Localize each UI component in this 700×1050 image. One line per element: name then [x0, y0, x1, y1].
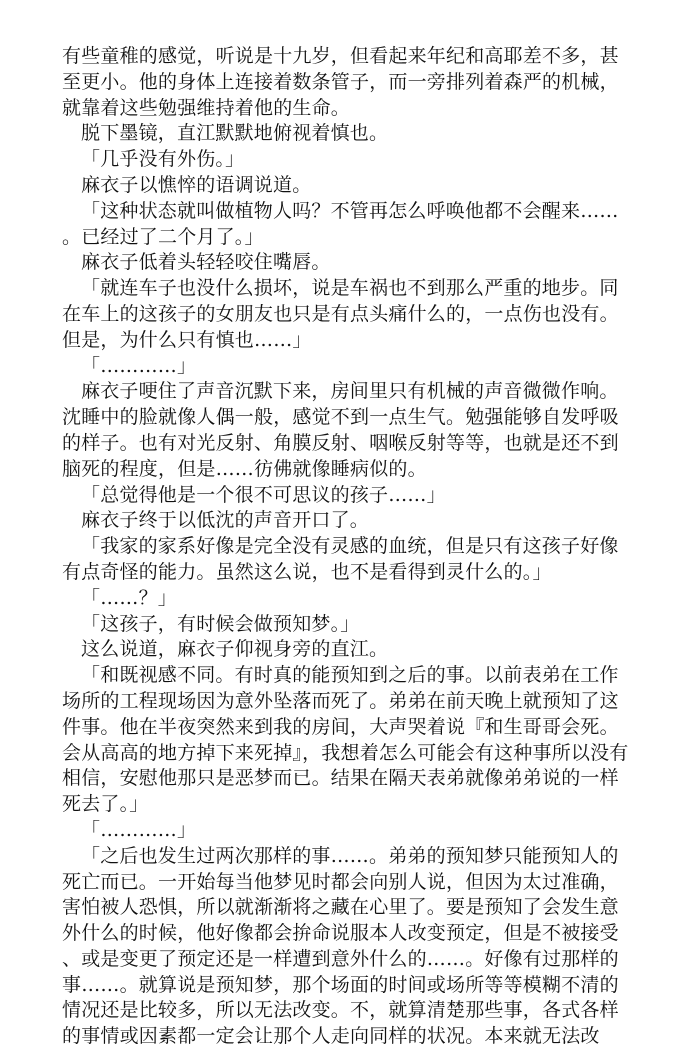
paragraph: 「之后也发生过两次那样的事……。弟弟的预知梦只能预知人的死亡而已。一开始每当他梦见时都会向别人说，但因为太过准确，害怕被人恐惧，所以就渐渐将之藏在心里了。要是预知了会发生意外什么的时候，他好像都会拚命说服本人改变预定，但是不被接受、或是变更了预定还是一样遭到意外什么的……。好像有过那样的事……。就算说是预知梦，那个场面的时间或场所等等模糊不清的情况还是比较多，所以无法改变。不，就算清楚那些事，各式各样的事情或因素都一定会让那个人走向同样的状况。本来就无法改 — [62, 844, 619, 1048]
paragraph: 「就连车子也没什么损坏，说是车祸也不到那么严重的地步。同在车上的这孩子的女朋友也只是有点头痛什么的，一点伤也没有。但是，为什么只有慎也……」 — [62, 277, 619, 351]
paragraph: 脱下墨镜，直江默默地俯视着慎也。 — [81, 122, 389, 145]
paragraph: 「总觉得他是一个很不可思议的孩子……」 — [81, 483, 446, 506]
paragraph: 「……？」 — [81, 586, 178, 609]
paragraph: 麻衣子以憔悴的语调说道。 — [81, 173, 312, 196]
paragraph: 「这种状态就叫做植物人吗？不管再怎么呼唤他都不会醒来……。已经过了二个月了。」 — [62, 199, 619, 248]
document-page — [62, 44, 632, 1050]
paragraph: 有些童稚的感觉，听说是十九岁，但看起来年纪和高耶差不多，甚至更小。他的身体上连接着数条管子，而一旁排列着森严的机械，就靠着这些勉强维持着他的生命。 — [62, 45, 619, 119]
paragraph: 「…………」 — [81, 354, 197, 377]
paragraph: 这么说道，麻衣子仰视身旁的直江。 — [81, 638, 389, 661]
paragraph: 「这孩子，有时候会做预知梦。」 — [81, 612, 360, 635]
paragraph: 「几乎没有外伤。」 — [81, 148, 245, 171]
paragraph: 麻衣子低着头轻轻咬住嘴唇。 — [81, 251, 331, 274]
paragraph: 麻衣子终于以低沈的声音开口了。 — [81, 509, 370, 532]
paragraph: 「…………」 — [81, 818, 197, 841]
paragraph: 「和既视感不同。有时真的能预知到之后的事。以前表弟在工作场所的工程现场因为意外坠落而死了。弟弟在前天晚上就预知了这件事。他在半夜突然来到我的房间，大声哭着说『和生哥哥会死。会从高高的地方掉下来死掉』，我想着怎么可能会有这种事所以没有相信，安慰他那只是恶梦而已。结果在隔天表弟就像弟弟说的一样死去了。」 — [62, 664, 629, 816]
paragraph: 麻衣子哽住了声音沉默下来，房间里只有机械的声音微微作响。沈睡中的脸就像人偶一般，感觉不到一点生气。勉强能够自发呼吸的样子。也有对光反射、角膜反射、咽喉反射等等，也就是还不到脑死的程度，但是……彷佛就像睡病似的。 — [62, 380, 619, 480]
paragraph: 「我家的家系好像是完全没有灵感的血统，但是只有这孩子好像有点奇怪的能力。虽然这么说，也不是看得到灵什么的。」 — [62, 535, 619, 583]
